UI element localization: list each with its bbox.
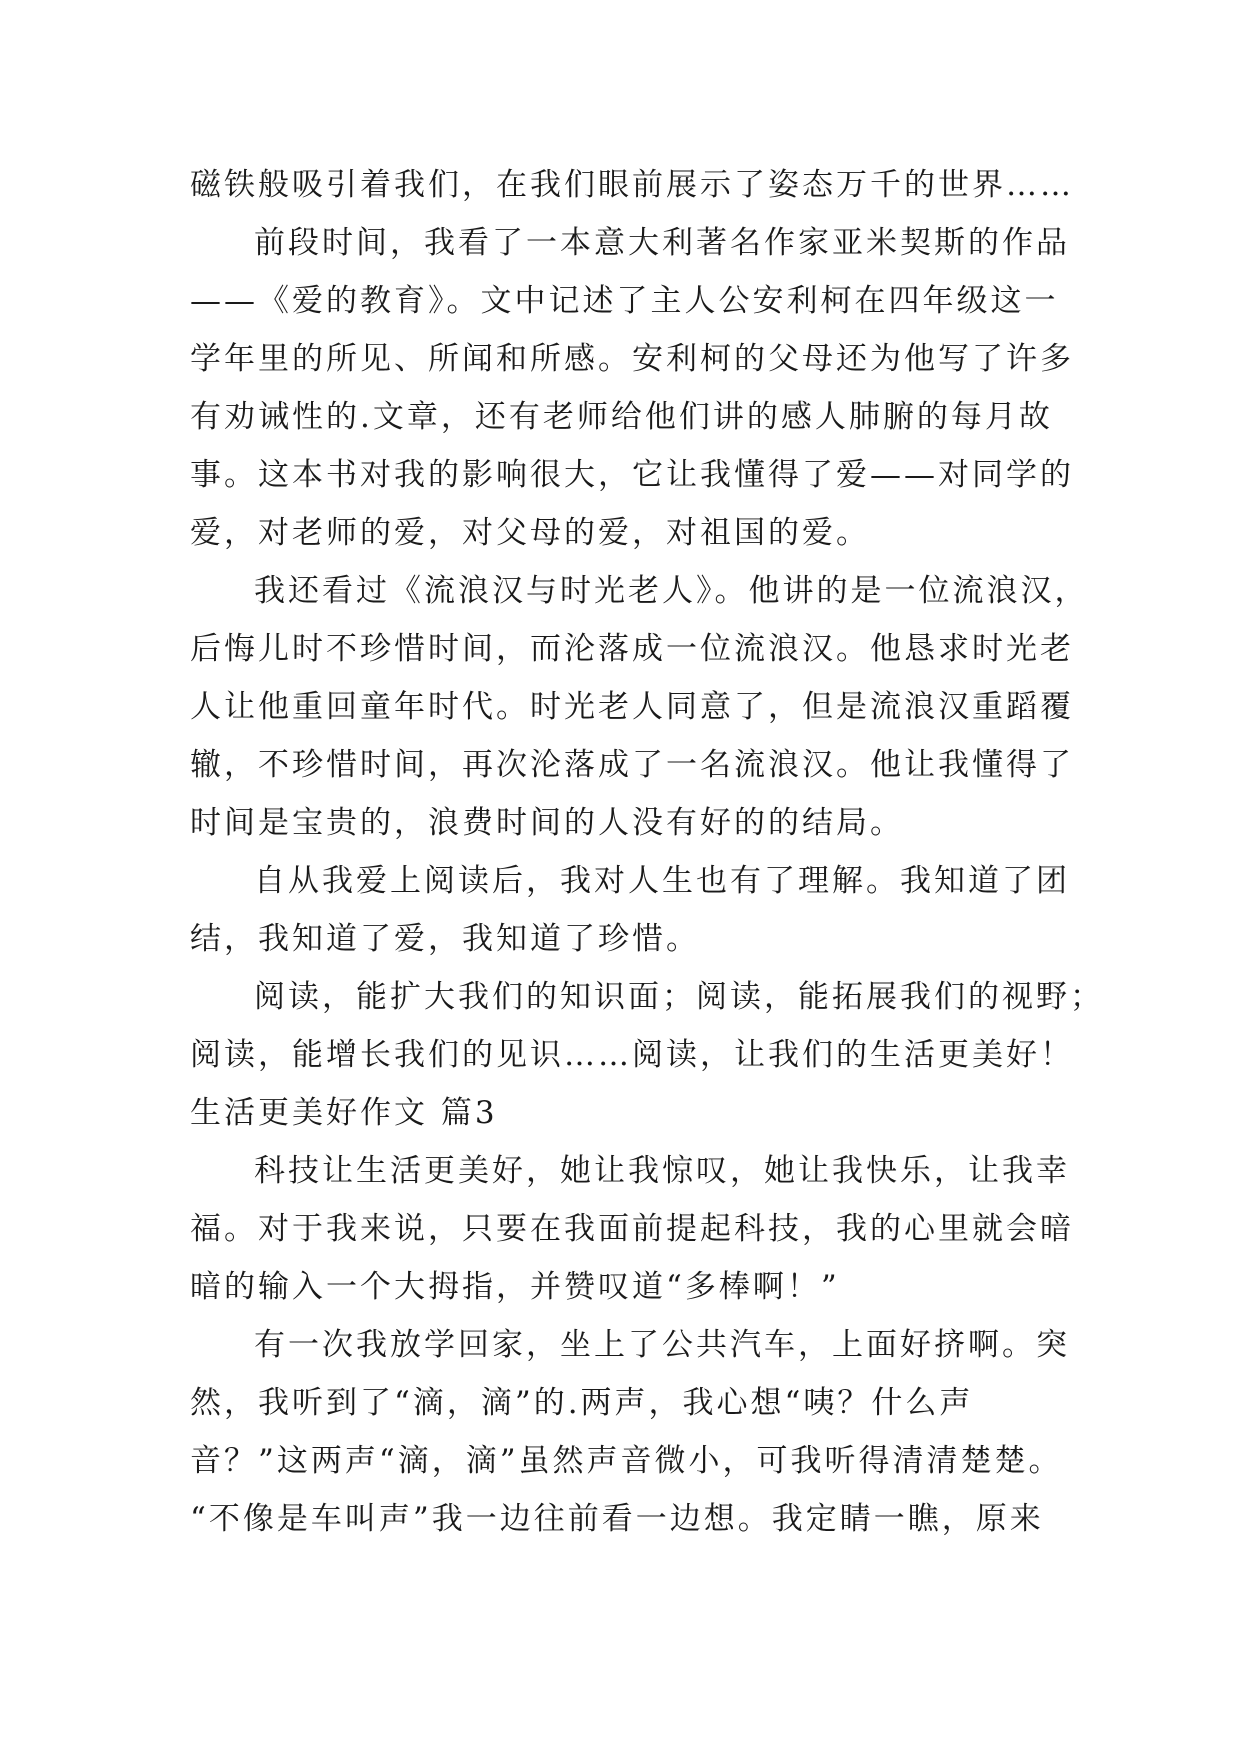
paragraph-start-line: 科技让生活更美好，她让我惊叹，她让我快乐，让我幸 bbox=[254, 1153, 1070, 1189]
text-line: 后悔儿时不珍惜时间，而沦落成一位流浪汉。他恳求时光老 bbox=[190, 631, 1074, 667]
text-line: 福。对于我来说，只要在我面前提起科技，我的心里就会暗 bbox=[190, 1211, 1074, 1247]
text-line: 磁铁般吸引着我们，在我们眼前展示了姿态万千的世界…… bbox=[190, 167, 1074, 203]
text-line: 学年里的所见、所闻和所感。安利柯的父母还为他写了许多 bbox=[190, 341, 1074, 377]
paragraph-start-line: 自从我爱上阅读后，我对人生也有了理解。我知道了团 bbox=[254, 863, 1070, 899]
text-line: 暗的输入一个大拇指，并赞叹道“多棒啊！” bbox=[190, 1269, 840, 1305]
text-line: 辙，不珍惜时间，再次沦落成了一名流浪汉。他让我懂得了 bbox=[190, 747, 1074, 783]
paragraph-start-line: 前段时间，我看了一本意大利著名作家亚米契斯的作品 bbox=[254, 225, 1070, 261]
paragraph-start-line: 我还看过《流浪汉与时光老人》。他讲的是一位流浪汉， bbox=[254, 573, 1089, 609]
paragraph-start-line: 有一次我放学回家，坐上了公共汽车，上面好挤啊。突 bbox=[254, 1327, 1070, 1363]
text-line: 爱，对老师的爱，对父母的爱，对祖国的爱。 bbox=[190, 515, 870, 551]
text-line: “不像是车叫声”我一边往前看一边想。我定睛一瞧，原来 bbox=[190, 1501, 1044, 1537]
text-line: ——《爱的教育》。文中记述了主人公安利柯在四年级这一 bbox=[190, 283, 1059, 319]
text-line: 结，我知道了爱，我知道了珍惜。 bbox=[190, 921, 700, 957]
paragraph-start-line: 阅读，能扩大我们的知识面；阅读，能拓展我们的视野； bbox=[254, 979, 1104, 1015]
section-heading: 生活更美好作文 篇3 bbox=[190, 1095, 498, 1131]
text-line: 音？”这两声“滴，滴”虽然声音微小，可我听得清清楚楚。 bbox=[190, 1443, 1063, 1479]
text-line: 有劝诫性的.文章，还有老师给他们讲的感人肺腑的每月故 bbox=[190, 399, 1053, 435]
text-line: 然，我听到了“滴，滴”的.两声，我心想“咦？什么声 bbox=[190, 1385, 974, 1421]
text-line: 事。这本书对我的影响很大，它让我懂得了爱——对同学的 bbox=[190, 457, 1074, 493]
text-line: 阅读，能增长我们的见识……阅读，让我们的生活更美好！ bbox=[190, 1037, 1074, 1073]
text-line: 人让他重回童年时代。时光老人同意了，但是流浪汉重蹈覆 bbox=[190, 689, 1074, 725]
text-line: 时间是宝贵的，浪费时间的人没有好的的结局。 bbox=[190, 805, 904, 841]
